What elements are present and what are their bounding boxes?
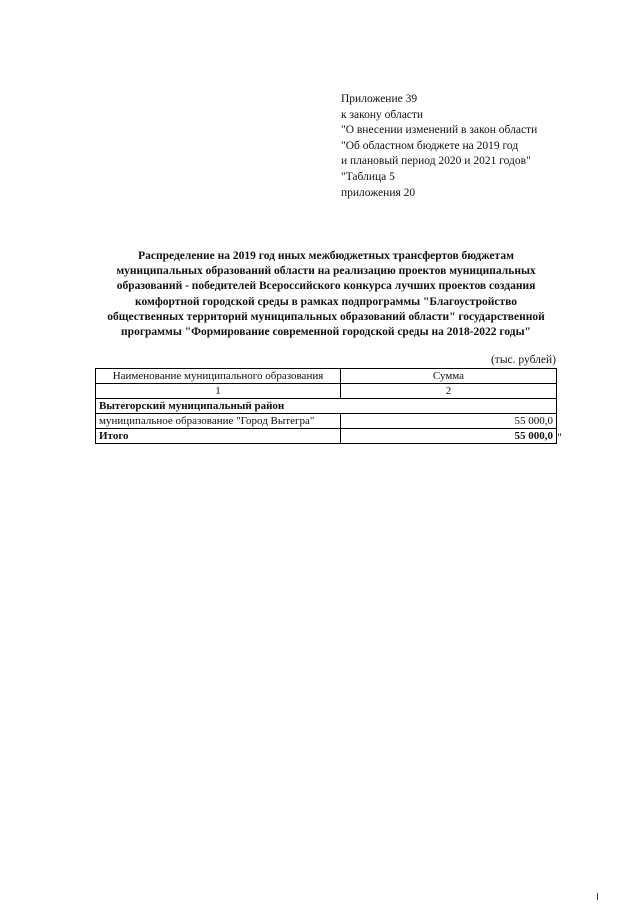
scan-edge-mark bbox=[597, 893, 598, 900]
appendix-line: "О внесении изменений в закон области bbox=[341, 124, 538, 137]
municipality-amount: 55 000,0 bbox=[341, 414, 557, 429]
total-label: Итого bbox=[96, 429, 341, 444]
appendix-reference bbox=[341, 92, 591, 201]
title-line: образований - победителей Всероссийского конкурса лучших проектов создания bbox=[116, 280, 536, 293]
appendix-line: к закону области bbox=[341, 108, 424, 121]
header-amount: Сумма bbox=[341, 369, 557, 384]
appendix-line: и плановый период 2020 и 2021 годов" bbox=[341, 155, 531, 168]
column-number-1: 1 bbox=[96, 384, 341, 399]
title-line: программы "Формирование современной городской среды на 2018-2022 годы" bbox=[121, 326, 531, 339]
table-row bbox=[96, 414, 557, 429]
distribution-table bbox=[95, 368, 557, 444]
total-row bbox=[96, 429, 557, 444]
district-name: Вытегорский муниципальный район bbox=[96, 399, 557, 414]
appendix-line: приложения 20 bbox=[341, 186, 416, 199]
appendix-line: Приложение 39 bbox=[341, 93, 418, 105]
title-line: Распределение на 2019 год иных межбюджетных трансфертов бюджетам bbox=[138, 250, 514, 262]
appendix-line: "Об областном бюджете на 2019 год bbox=[341, 139, 519, 152]
total-amount: 55 000,0 bbox=[341, 429, 557, 444]
municipality-name: муниципальное образование "Город Вытегра" bbox=[96, 414, 341, 429]
title-line: общественных территорий муниципальных образований области" государственной bbox=[107, 310, 545, 323]
table-header-row bbox=[96, 369, 557, 384]
header-name: Наименование муниципального образования bbox=[96, 369, 341, 384]
district-row bbox=[96, 399, 557, 414]
closing-quote: " bbox=[557, 430, 562, 444]
units-label: (тыс. рублей) bbox=[490, 354, 556, 366]
document-title bbox=[86, 249, 566, 340]
appendix-line: "Таблица 5 bbox=[341, 170, 395, 183]
title-line: муниципальных образований области на реализацию проектов муниципальных bbox=[116, 265, 536, 278]
column-number-2: 2 bbox=[341, 384, 557, 399]
column-number-row bbox=[96, 384, 557, 399]
title-line: комфортной городской среды в рамках подпрограммы "Благоустройство bbox=[135, 295, 517, 308]
